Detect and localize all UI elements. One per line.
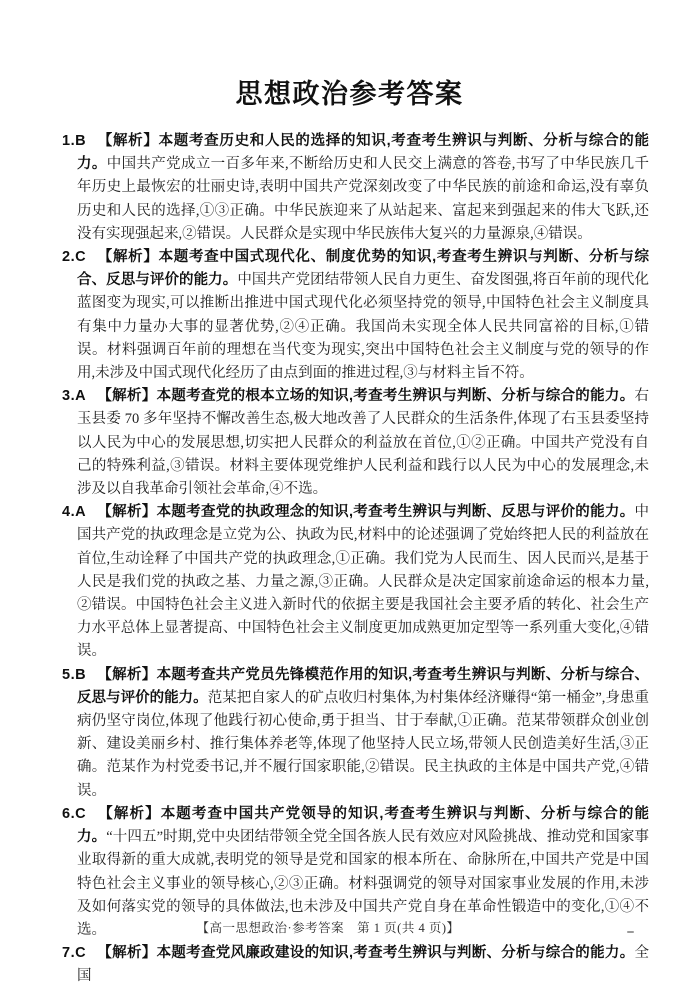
analysis-lead: 【解析】本题考查中国式现代化、制度优势的知识,考查考生辨识与判断、分析与综合、反思与评价的能力。 xyxy=(77,249,649,289)
answer-item-3 xyxy=(62,385,649,501)
analysis-body: 右玉县委 70 多年坚持不懈改善生态,极大地改善了人民群众的生活条件,体现了右玉县委坚持以人民为中心的发展思想,切实把人民群众的利益放在首位,①②正确。中国共产党没有自己的特殊利益,③错误。材料主要体现党维护人民利益和践行以人民为中心的发展理念,未涉及以自我革命引领社会革命,④不选。 xyxy=(77,388,649,498)
answer-number: 3.A xyxy=(62,388,87,405)
analysis-body: 中国共产党团结带领人民自力更生、奋发图强,将百年前的现代化蓝图变为现实,可以推断出推进中国式现代化必须坚持党的领导,中国特色社会主义制度具有集中力量办大事的显著优势,②④正确。我国尚未实现全体人民共同富裕的目标,①错误。材料强调百年前的理想在当代变为现实,突出中国特色社会主义制度与党的领导的作用,未涉及中国式现代化经历了由点到面的推进过程,③与材料主旨不符。 xyxy=(77,272,649,382)
answer-item-2 xyxy=(62,246,649,385)
answer-item-7 xyxy=(62,942,649,983)
answer-list xyxy=(62,130,649,983)
answer-number: 2.C xyxy=(62,249,87,266)
analysis-body: 中国共产党成立一百多年来,不断给历史和人民交上满意的答卷,书写了中华民族几千年历史上最恢宏的壮丽史诗,表明中国共产党深刻改变了中华民族的前途和命运,没有辜负历史和人民的选择,①③正确。中华民族迎来了从站起来、富起来到强起来的伟大飞跃,还没有实现强起来,②错误。人民群众是实现中华民族伟大复兴的力量源泉,④错误。 xyxy=(77,156,650,242)
page-footer: 【高一思想政治·参考答案 第 1 页(共 4 页)】 xyxy=(196,921,460,935)
analysis-lead: 【解析】本题考查中国共产党领导的知识,考查考生辨识与判断、分析与综合的能力。 xyxy=(77,805,649,846)
answer-item-4 xyxy=(62,501,649,663)
answer-item-1 xyxy=(62,130,649,246)
analysis-body: 中国共产党的执政理念是立党为公、执政为民,材料中的论述强调了党始终把人民的利益放在首位,生动诠释了中国共产党的执政理念,①正确。我们党为人民而生、因人民而兴,是基于人民是我们党的执政之基、力量之源,③正确。人民群众是决定国家前途命运的根本力量,②错误。中国特色社会主义进入新时代的依据主要是我国社会主要矛盾的转化、社会生产力水平总体上显著提高、中国特色社会主义制度更加成熟更加定型等一系列重大变化,④错误。 xyxy=(77,504,649,660)
analysis-lead: 【解析】本题考查党的根本立场的知识,考查考生辨识与判断、分析与综合的能力。 xyxy=(97,388,635,405)
analysis-lead: 【解析】本题考查共产党员先锋模范作用的知识,考查考生辨识与判断、分析与综合、反思与评价的能力。 xyxy=(77,666,649,706)
analysis-lead: 【解析】本题考查历史和人民的选择的知识,考查考生辨识与判断、分析与综合的能力。 xyxy=(77,133,649,173)
analysis-body: 全国 xyxy=(77,945,649,983)
answer-number: 1.B xyxy=(62,133,87,149)
page-title: 思想政治参考答案 xyxy=(235,79,464,109)
analysis-body: “十四五”时期,党中央团结带领全党全国各族人民有效应对风险挑战、推动党和国家事业取得新的重大成就,表明党的领导是党和国家的根本所在、命脉所在,中国共产党是中国特色社会主义事业的领导核心,②③正确。材料强调党的领导对国家事业发展的作用,未涉及如何落实党的领导的具体做法,也未涉及中国共产党自身在革命性锻造中的变化,①④不选。 xyxy=(77,829,650,938)
scan-artifact-mark xyxy=(627,931,634,933)
answer-number: 6.C xyxy=(62,805,87,822)
analysis-lead: 【解析】本题考查党风廉政建设的知识,考查考生辨识与判断、分析与综合的能力。 xyxy=(97,945,635,962)
answer-item-5 xyxy=(62,664,649,803)
analysis-body: 范某把自家人的矿点收归村集体,为村集体经济赚得“第一桶金”,身患重病仍坚守岗位,体现了他践行初心使命,勇于担当、甘于奉献,①正确。范某带领群众创业创新、建设美丽乡村、推行集体养老等,体现了他坚持人民立场,带领人民创造美好生活,③正确。范某作为村党委书记,并不履行国家职能,②错误。民主执政的主体是中国共产党,④错误。 xyxy=(77,689,650,799)
answer-number: 4.A xyxy=(62,504,87,521)
answer-number: 5.B xyxy=(62,666,87,683)
analysis-lead: 【解析】本题考查党的执政理念的知识,考查考生辨识与判断、反思与评价的能力。 xyxy=(97,504,635,521)
answer-number: 7.C xyxy=(62,945,87,962)
